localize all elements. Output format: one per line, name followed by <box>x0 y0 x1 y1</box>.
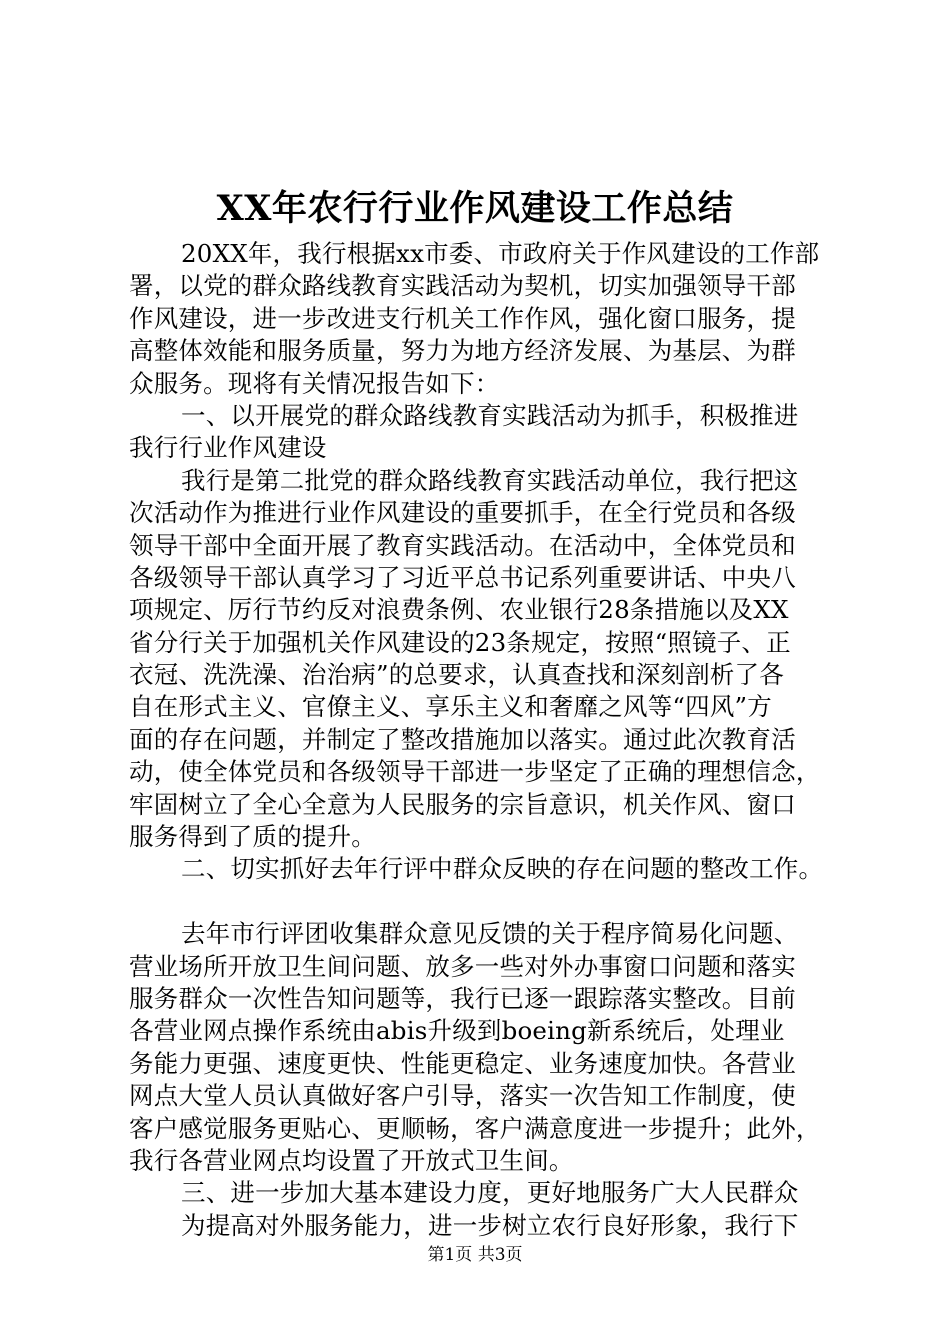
text-line: 一、以开展党的群众路线教育实践活动为抓手，积极推进 <box>181 400 799 430</box>
text-line: 领导干部中全面开展了教育实践活动。在活动中，全体党员和 <box>129 530 796 560</box>
document-title: XX年农行行业作风建设工作总结 <box>216 188 734 229</box>
text-line: 动，使全体党员和各级领导干部进一步坚定了正确的理想信念， <box>129 757 821 787</box>
text-line: 高整体效能和服务质量，努力为地方经济发展、为基层、为群 <box>129 336 796 366</box>
text-line: 署，以党的群众路线教育实践活动为契机，切实加强领导干部 <box>129 271 796 301</box>
text-line: 衣冠、洗洗澡、治治病”的总要求，认真查找和深刻剖析了各 <box>129 660 784 690</box>
text-line: 客户感觉服务更贴心、更顺畅，客户满意度进一步提升；此外， <box>129 1113 821 1143</box>
text-line: 作风建设，进一步改进支行机关工作作风，强化窗口服务，提 <box>129 303 796 333</box>
text-line: 三、进一步加大基本建设力度，更好地服务广大人民群众 <box>181 1178 799 1208</box>
text-line: 众服务。现将有关情况报告如下： <box>129 368 500 398</box>
text-line: 服务群众一次性告知问题等，我行已逐一跟踪落实整改。目前 <box>129 983 796 1013</box>
text-line: 我行行业作风建设 <box>129 433 327 463</box>
text-line: 各营业网点操作系统由abis升级到boeing新系统后，处理业 <box>129 1016 785 1046</box>
text-line: 二、切实抓好去年行评中群众反映的存在问题的整改工作。 <box>181 854 824 884</box>
text-line: 网点大堂人员认真做好客户引导，落实一次告知工作制度，使 <box>129 1081 796 1111</box>
text-line: 营业场所开放卫生间问题、放多一些对外办事窗口问题和落实 <box>129 951 796 981</box>
text-line: 我行是第二批党的群众路线教育实践活动单位，我行把这 <box>181 465 799 495</box>
text-line: 20XX年，我行根据xx市委、市政府关于作风建设的工作部 <box>181 239 820 268</box>
text-line: 务能力更强、速度更快、性能更稳定、业务速度加快。各营业 <box>129 1048 796 1078</box>
text-line: 我行各营业网点均设置了开放式卫生间。 <box>129 1145 574 1175</box>
text-line: 自在形式主义、官僚主义、享乐主义和奢靡之风等“四风”方 <box>129 692 772 722</box>
page-footer: 第1页 共3页 <box>427 1245 523 1265</box>
text-line: 次活动作为推进行业作风建设的重要抓手，在全行党员和各级 <box>129 498 796 528</box>
text-line: 面的存在问题，并制定了整改措施加以落实。通过此次教育活 <box>129 724 796 754</box>
text-line: 省分行关于加强机关作风建设的23条规定，按照“照镜子、正 <box>129 627 791 657</box>
document-body <box>129 238 844 1242</box>
text-line: 服务得到了质的提升。 <box>129 822 376 852</box>
text-line: 为提高对外服务能力，进一步树立农行良好形象，我行下 <box>181 1210 799 1240</box>
blank-line <box>129 886 844 918</box>
text-line: 项规定、厉行节约反对浪费条例、农业银行28条措施以及XX <box>129 595 789 625</box>
text-line: 各级领导干部认真学习了习近平总书记系列重要讲话、中央八 <box>129 562 796 592</box>
text-line: 牢固树立了全心全意为人民服务的宗旨意识，机关作风、窗口 <box>129 789 796 819</box>
text-line: 去年市行评团收集群众意见反馈的关于程序简易化问题、 <box>181 919 799 949</box>
